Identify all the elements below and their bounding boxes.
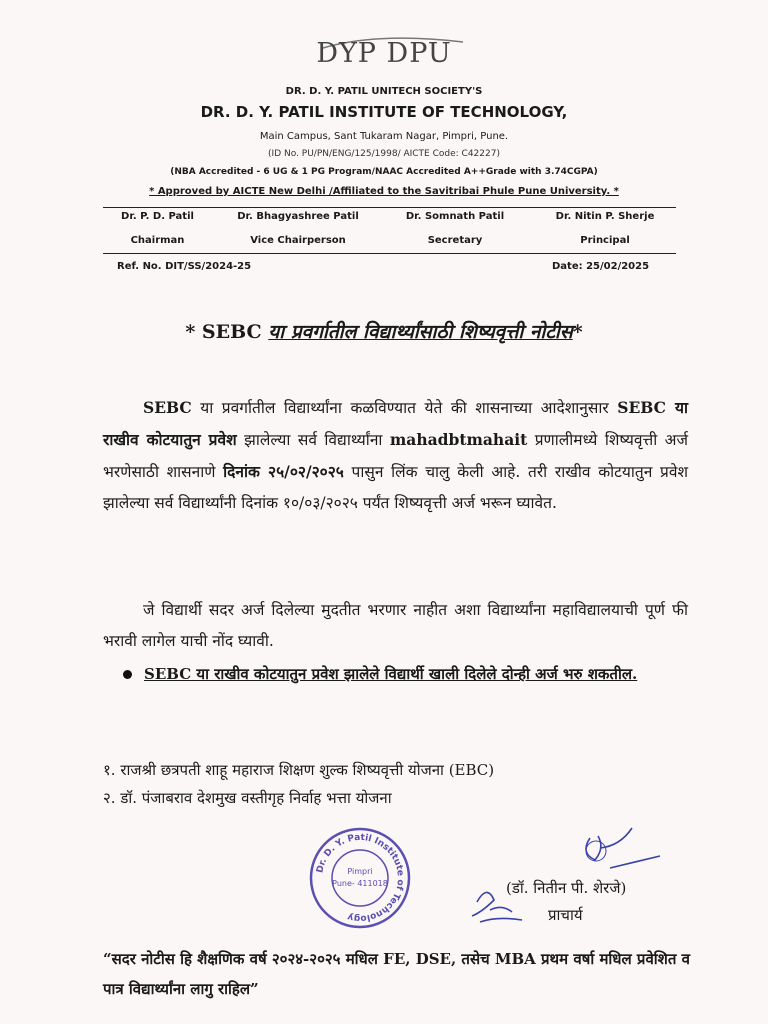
signatory-name: (डॉ. नितीन पी. शेरजे) xyxy=(506,879,627,897)
seal-center-line: Pune- 411018 xyxy=(332,879,388,888)
official-name: Dr. Somnath Patil xyxy=(405,211,505,222)
list-item: १. राजश्री छत्रपती शाहू महाराज शिक्षण शुल्क शिष्यवृत्ती योजना (EBC) xyxy=(103,761,495,779)
official-name: Dr. P. D. Patil xyxy=(121,211,194,222)
signatory-title: प्राचार्य xyxy=(548,906,583,924)
heading-title: या प्रवर्गातील विद्यार्थ्यांसाठी शिष्यवृत्ती नोटीस xyxy=(268,321,573,343)
heading-star: * xyxy=(572,321,583,343)
official-name: Dr. Nitin P. Sherje xyxy=(555,211,655,222)
officials-divider xyxy=(103,253,676,254)
footer-text: तसेच xyxy=(456,950,495,968)
scheme-list xyxy=(103,756,494,812)
applicability-footer xyxy=(103,944,693,1004)
official-role: Vice Chairperson xyxy=(250,235,346,246)
campus-address: Main Campus, Sant Tukaram Nagar, Pimpri, Pune. xyxy=(259,131,509,142)
accreditation-line: (NBA Accredited - 6 UG & 1 PG Program/NAAC Accredited A++Grade with 3.74CGPA) xyxy=(170,167,598,177)
heading-sebc: SEBC xyxy=(201,321,269,343)
society-name: DR. D. Y. PATIL UNITECH SOCIETY'S xyxy=(285,86,483,97)
id-line: (ID No. PU/PN/ENG/125/1998/ AICTE Code: C42227) xyxy=(268,149,500,159)
para-bold: दिनांक २५/०२/२०२५ xyxy=(223,462,344,481)
official-role: Chairman xyxy=(130,235,185,246)
para-bold: mahadbtmahait xyxy=(389,430,528,449)
para-bold: SEBC xyxy=(143,398,192,417)
eligibility-bullet: SEBC या राखीव कोटयातुन प्रवेश झालेले विद्यार्थी खाली दिलेले दोन्ही अर्ज भरु शकतील. xyxy=(144,665,638,683)
institute-seal-stamp xyxy=(308,826,412,930)
principal-signature xyxy=(560,818,670,878)
official-chairman xyxy=(105,205,210,253)
approval-line: * Approved by AICTE New Delhi /Affiliated to the Savitribai Phule Pune University. * xyxy=(149,186,619,197)
institution-logo: DYP DPU xyxy=(316,38,452,69)
para-text: झालेल्या सर्व विद्यार्थ्यांना xyxy=(236,431,390,449)
seal-ring-text: Dr. D. Y. Patil Institute of Technology xyxy=(315,832,406,924)
svg-text:Dr. D. Y. Patil Institute of T xyxy=(315,833,405,923)
notice-heading xyxy=(0,318,768,344)
footer-bold: FE, DSE, xyxy=(383,950,457,968)
footer-text: “सदर नोटीस हि शैक्षणिक वर्ष २०२४-२०२५ मधिल xyxy=(103,950,384,968)
notice-paragraph-2: जे विद्यार्थी सदर अर्ज दिलेल्या मुदतीत भरणार नाहीत अशा विद्यार्थ्यांना महाविद्यालयाची पूर्ण फी भरावी लागेल याची नोंद घ्यावी. xyxy=(103,601,688,650)
footer-text: प्रथम वर्षा मधिल प्रवेशित व पात्र विद्यार्थ्यांना लागु राहिल” xyxy=(103,950,690,998)
institute-name: DR. D. Y. PATIL INSTITUTE OF TECHNOLOGY, xyxy=(200,103,568,121)
official-secretary xyxy=(395,205,515,253)
notice-paragraph-1 xyxy=(103,392,688,519)
reference-number: Ref. No. DIT/SS/2024-25 xyxy=(117,261,252,272)
official-role: Secretary xyxy=(427,235,483,246)
official-vice-chairperson xyxy=(228,205,368,253)
official-name: Dr. Bhagyashree Patil xyxy=(237,211,359,222)
para-text: प्रणालीमध्ये शिष्यवृत्ती अर्ज भरणेसाठी शासनाणे xyxy=(103,431,689,481)
bullet-icon xyxy=(123,670,132,679)
para-text: पासुन लिंक चालु केली आहे. तरी राखीव कोटयातुन प्रवेश झालेल्या सर्व विद्यार्थ्यांनी दिनांक १०/०३/२०२५ पर्यंत शिष्यवृत्ती अर्ज भरून घ्यावेत. xyxy=(103,463,689,512)
official-role: Principal xyxy=(580,235,630,246)
list-item: २. डॉ. पंजाबराव देशमुख वस्तीगृह निर्वाह भत्ता योजना xyxy=(103,789,392,807)
official-principal xyxy=(540,205,670,253)
heading-star: * xyxy=(185,321,202,343)
seal-center-line: Pimpri xyxy=(347,867,373,876)
notice-date: Date: 25/02/2025 xyxy=(552,261,650,272)
footer-bold: MBA xyxy=(494,950,536,968)
para-text: या प्रवर्गातील विद्यार्थ्यांना कळविण्यात येते की शासनाच्या आदेशानुसार xyxy=(191,399,618,417)
para-bold: SEBC या राखीव कोटयातुन प्रवेश xyxy=(103,398,688,449)
